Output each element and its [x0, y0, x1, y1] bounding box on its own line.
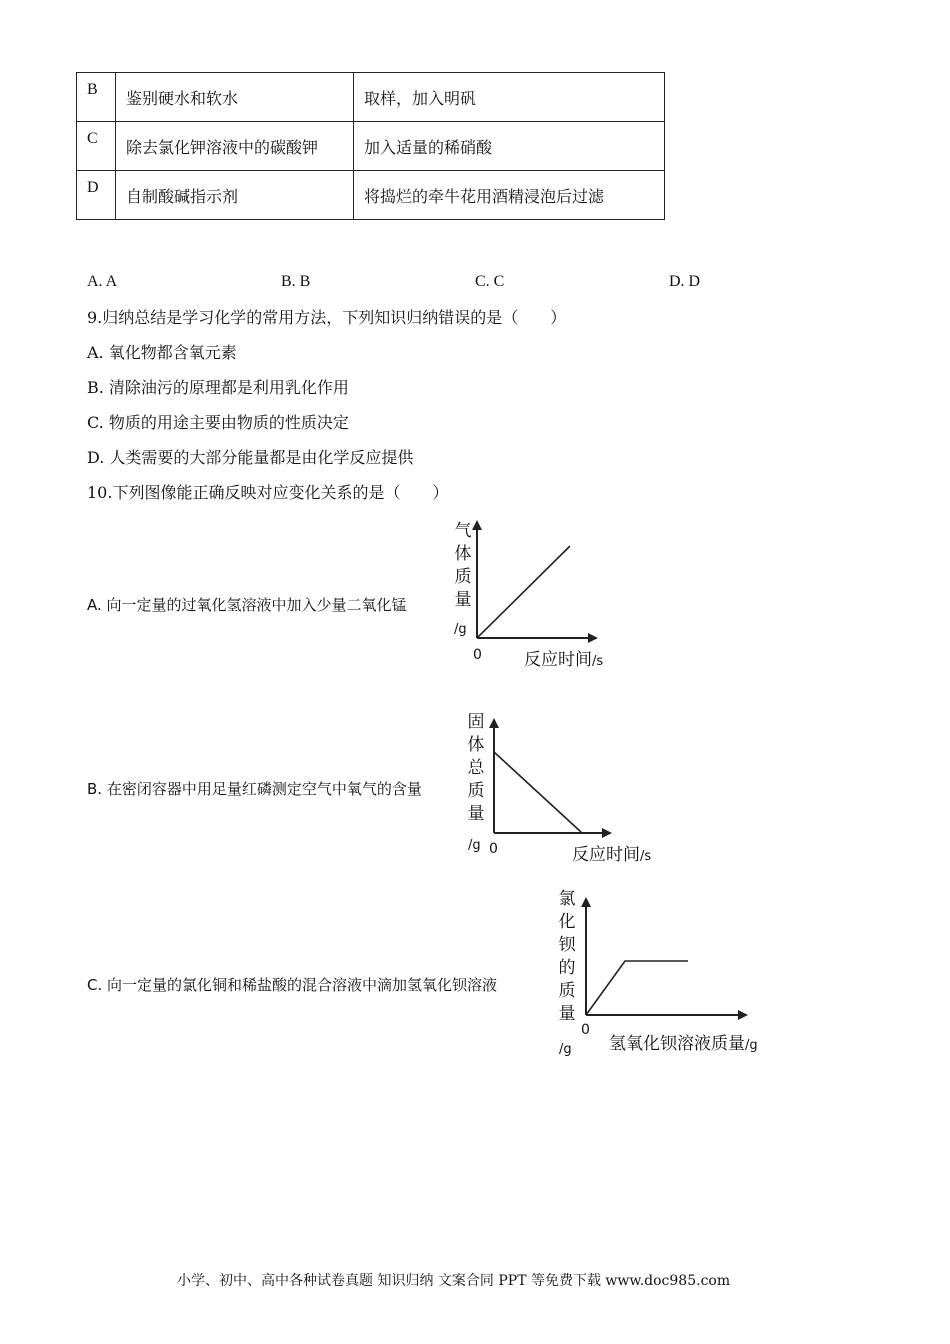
row-purpose: 鉴别硬水和软水: [116, 73, 354, 122]
question-9-option-c: C. 物质的用途主要由物质的性质决定: [87, 413, 349, 432]
question-9-option-b: B. 清除油污的原理都是利用乳化作用: [87, 378, 349, 397]
question-10-option-a: A. 向一定量的过氧化氢溶液中加入少量二氧化锰: [87, 596, 407, 614]
row-key: B: [77, 73, 116, 122]
answer-choice-a: A. A: [87, 273, 118, 290]
graph-c-y-label: 氯 化 钡 的 质 量: [558, 889, 576, 1024]
question-9-stem: 9.归纳总结是学习化学的常用方法，下列知识归纳错误的是（ ）: [87, 308, 567, 327]
row-method: 将捣烂的牵牛花用酒精浸泡后过滤: [354, 171, 665, 220]
row-method: 加入适量的稀硝酸: [354, 122, 665, 171]
graph-c-y-arrow: [581, 897, 591, 907]
graph-c-y-unit: /g: [559, 1042, 572, 1057]
answer-choice-b: B. B: [281, 273, 311, 290]
graph-b-y-label: 固 体 总 质 量: [467, 712, 485, 824]
graph-a-y-unit: /g: [454, 622, 467, 637]
graph-b-y-unit: /g: [468, 838, 481, 853]
row-purpose: 自制酸碱指示剂: [116, 171, 354, 220]
question-10-option-b: B. 在密闭容器中用足量红磷测定空气中氧气的含量: [87, 780, 422, 798]
graph-a-y-label: 气 体 质 量: [454, 521, 472, 610]
question-10-option-c: C. 向一定量的氯化铜和稀盐酸的混合溶液中滴加氢氧化钡溶液: [87, 976, 498, 994]
row-key: C: [77, 122, 116, 171]
graph-c-x-label: 氢氧化钡溶液质量/g: [609, 1034, 758, 1054]
graph-c-origin: 0: [581, 1022, 590, 1038]
row-purpose: 除去氯化钾溶液中的碳酸钾: [116, 122, 354, 171]
question-9-option-a: A. 氧化物都含氧元素: [87, 343, 237, 362]
graph-c-curve: [586, 961, 688, 1015]
question-9-option-d: D. 人类需要的大部分能量都是由化学反应提供: [87, 448, 414, 467]
graph-c-x-arrow: [738, 1010, 748, 1020]
graph-a-origin: 0: [473, 647, 482, 663]
graph-a-x-label: 反应时间/s: [524, 650, 604, 670]
row-key: D: [77, 171, 116, 220]
graph-b-x-label: 反应时间/s: [572, 845, 652, 865]
page-footer: 小学、初中、高中各种试卷真题 知识归纳 文案合同 PPT 等免费下载 www.doc985.com: [177, 1273, 731, 1289]
graph-b-origin: 0: [489, 841, 498, 857]
row-method: 取样，加入明矾: [354, 73, 665, 122]
answer-choice-c: C. C: [475, 273, 505, 290]
answer-choice-d: D. D: [669, 273, 701, 290]
question-10-stem: 10.下列图像能正确反映对应变化关系的是（ ）: [87, 483, 449, 502]
